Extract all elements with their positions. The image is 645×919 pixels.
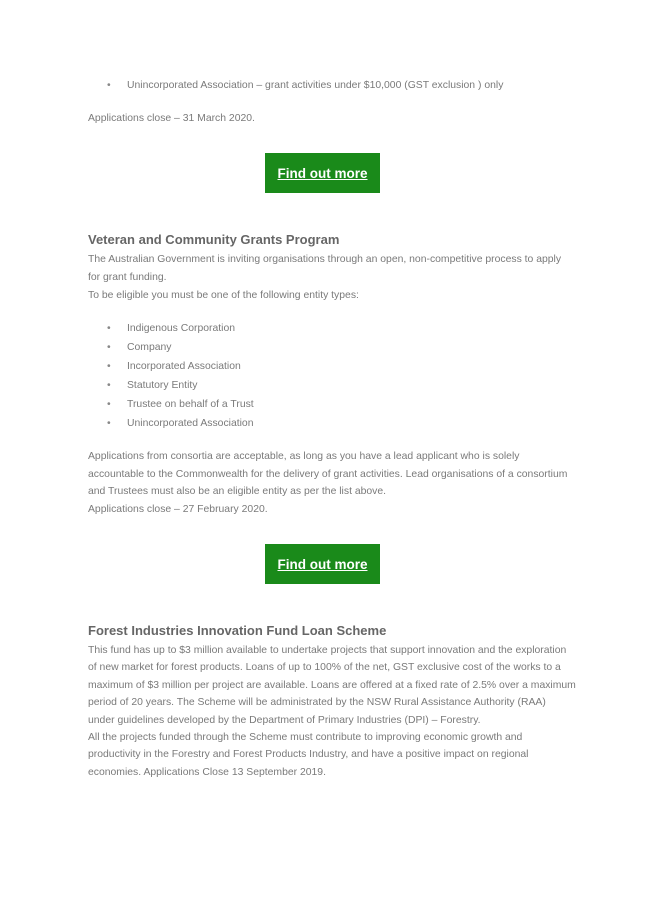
section-title: Veteran and Community Grants Program: [88, 232, 340, 247]
text-line: under guidelines developed by the Department of Primary Industries (DPI) – Forestry.: [88, 714, 481, 726]
text-line: All the projects funded through the Scheme must contribute to improving economic growth and: [88, 732, 523, 743]
list-item: [107, 322, 235, 336]
applications-close: Applications close – 31 March 2020.: [88, 113, 255, 124]
text-line: maximum of $3 million per project are available. Loans are offered at a fixed rate of 2.5% over a maximum: [88, 679, 576, 691]
text-line: productivity in the Forestry and Forest Products Industry, and have a positive impact on regional: [88, 749, 529, 761]
list-item-text: Incorporated Association: [127, 361, 241, 372]
text-line: economies. Applications Close 13 September 2019.: [88, 766, 326, 778]
list-item: [107, 398, 254, 412]
find-out-more-button[interactable]: Find out more: [265, 153, 380, 193]
list-item-text: Indigenous Corporation: [127, 323, 236, 334]
list-item-text: Trustee on behalf of a Trust: [127, 399, 254, 410]
text-line: Applications close – 27 February 2020.: [88, 503, 268, 515]
list-item-text: Company: [127, 342, 172, 353]
text-line: of new market for forest products. Loans of up to 100% of the net, GST exclusive cost of the works to a: [88, 662, 561, 674]
text-line: accountable to the Commonwealth for the delivery of grant activities. Lead organisations of a consortium: [88, 468, 568, 480]
text-line: for grant funding.: [88, 272, 167, 283]
list-item: [107, 79, 503, 93]
text-line: This fund has up to $3 million available to undertake projects that support innovation and the exploration: [88, 645, 567, 656]
list-item: [107, 341, 171, 355]
text-line: The Australian Government is inviting organisations through an open, non-competitive process to apply: [88, 254, 562, 265]
list-item: [107, 360, 241, 374]
text-line: Applications from consortia are acceptable, as long as you have a lead applicant who is solely: [88, 451, 520, 462]
list-item-text: Statutory Entity: [127, 380, 198, 391]
list-item: [107, 379, 197, 393]
list-item: [107, 417, 254, 431]
text-line: To be eligible you must be one of the following entity types:: [88, 290, 359, 301]
section-title: Forest Industries Innovation Fund Loan Scheme: [88, 623, 387, 638]
list-item-text: Unincorporated Association: [127, 418, 254, 429]
text-line: period of 20 years. The Scheme will be administrated by the NSW Rural Assistance Authority (RAA): [88, 697, 546, 709]
find-out-more-button[interactable]: Find out more: [265, 544, 380, 584]
text-line: and Trustees must also be an eligible entity as per the list above.: [88, 486, 387, 497]
list-item-text: Unincorporated Association – grant activities under $10,000 (GST exclusion ) only: [127, 80, 504, 91]
